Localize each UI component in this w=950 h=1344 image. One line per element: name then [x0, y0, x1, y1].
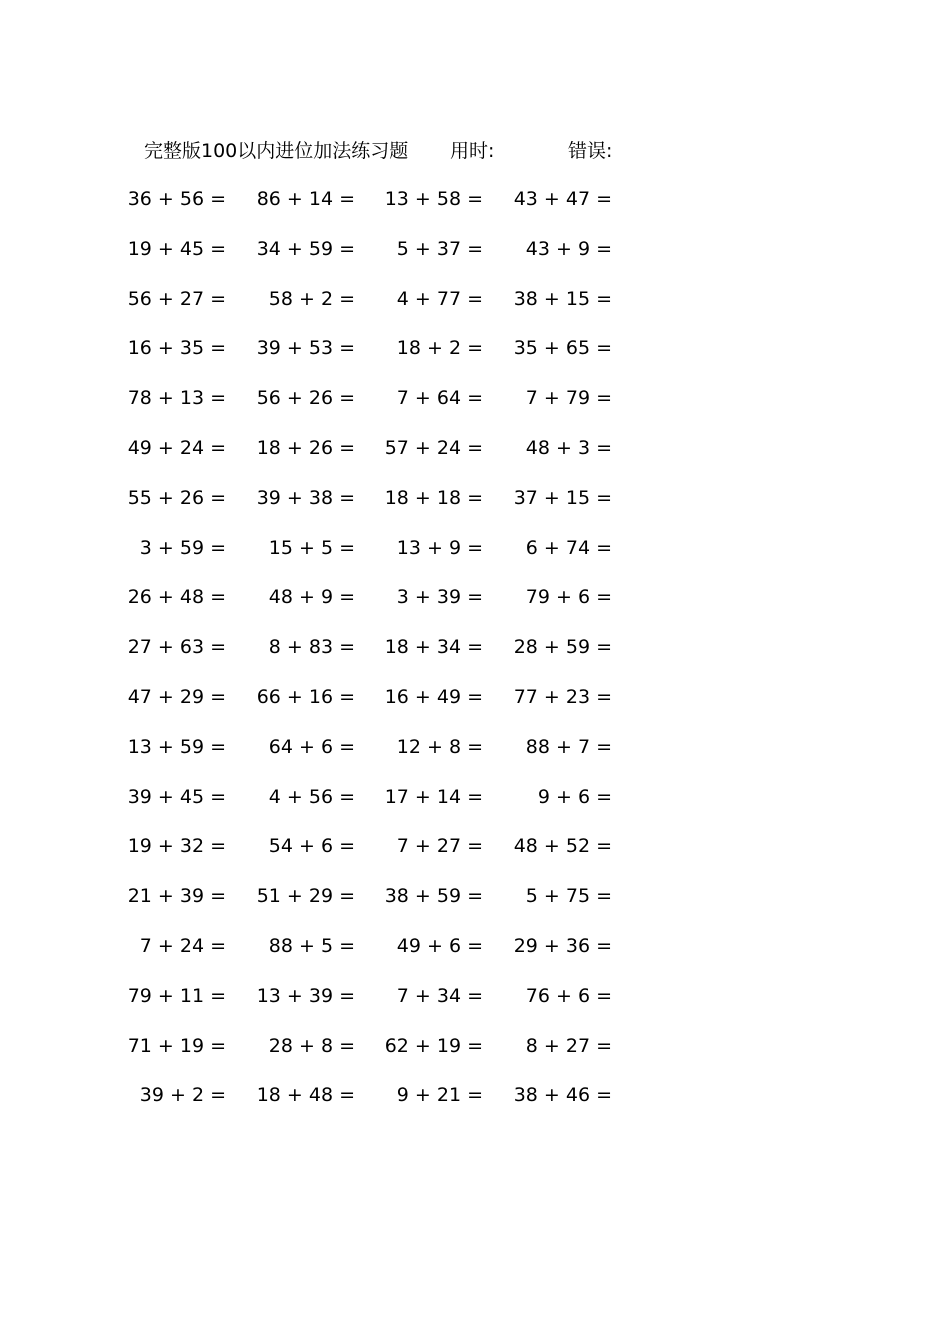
problem-r16-c2: 88 + 5 =	[268, 935, 355, 957]
problem-r17-c4: 76 + 6 =	[525, 984, 612, 1007]
problem-r10-c4: 28 + 59 =	[513, 636, 612, 659]
problem-r2-c1: 19 + 45 =	[127, 237, 226, 260]
problem-r5-c3: 7 + 64 =	[396, 387, 483, 410]
problem-r9-c2: 48 + 9 =	[268, 586, 355, 609]
problem-r1-c4: 43 + 47 =	[513, 188, 612, 210]
problem-r7-c1: 55 + 26 =	[127, 486, 226, 509]
problem-r14-c3: 7 + 27 =	[396, 835, 483, 858]
problem-r5-c4: 7 + 79 =	[525, 387, 612, 410]
problem-r13-c3: 17 + 14 =	[384, 785, 483, 808]
problem-r9-c4: 79 + 6 =	[525, 586, 612, 609]
problem-r1-c2: 86 + 14 =	[256, 188, 355, 210]
problem-r13-c2: 4 + 56 =	[268, 785, 355, 808]
problem-r3-c3: 4 + 77 =	[396, 287, 483, 310]
problem-r6-c4: 48 + 3 =	[525, 437, 612, 459]
time-used-label: 用时:	[450, 140, 495, 162]
problem-r9-c1: 26 + 48 =	[127, 586, 226, 609]
problem-r18-c1: 71 + 19 =	[127, 1034, 226, 1057]
problem-r19-c4: 38 + 46 =	[513, 1084, 612, 1107]
problem-r3-c2: 58 + 2 =	[268, 287, 355, 310]
problem-r9-c3: 3 + 39 =	[396, 586, 483, 609]
problem-r13-c1: 39 + 45 =	[127, 785, 226, 808]
problem-r12-c3: 12 + 8 =	[396, 735, 483, 758]
problem-r12-c2: 64 + 6 =	[268, 735, 355, 758]
problem-r2-c2: 34 + 59 =	[256, 237, 355, 260]
problem-r11-c3: 16 + 49 =	[384, 686, 483, 708]
problem-r15-c1: 21 + 39 =	[127, 885, 226, 908]
problem-r8-c1: 3 + 59 =	[139, 536, 226, 559]
problem-r4-c3: 18 + 2 =	[396, 337, 483, 360]
problem-r18-c3: 62 + 19 =	[384, 1034, 483, 1057]
problem-r7-c3: 18 + 18 =	[384, 486, 483, 509]
problem-r1-c3: 13 + 58 =	[384, 188, 483, 210]
problem-r10-c1: 27 + 63 =	[127, 636, 226, 659]
problem-r10-c2: 8 + 83 =	[268, 636, 355, 659]
problem-r16-c1: 7 + 24 =	[139, 935, 226, 957]
problem-r6-c3: 57 + 24 =	[384, 437, 483, 459]
error-count-label: 错误:	[568, 140, 613, 162]
problem-r12-c4: 88 + 7 =	[525, 735, 612, 758]
problem-r18-c2: 28 + 8 =	[268, 1034, 355, 1057]
problem-r19-c1: 39 + 2 =	[139, 1084, 226, 1107]
problem-r8-c2: 15 + 5 =	[268, 536, 355, 559]
problem-r2-c3: 5 + 37 =	[396, 237, 483, 260]
problem-r4-c2: 39 + 53 =	[256, 337, 355, 360]
problem-r17-c2: 13 + 39 =	[256, 984, 355, 1007]
problem-r16-c4: 29 + 36 =	[513, 935, 612, 957]
problem-r10-c3: 18 + 34 =	[384, 636, 483, 659]
worksheet-title: 完整版100以内进位加法练习题	[144, 140, 409, 162]
problem-r13-c4: 9 + 6 =	[537, 785, 612, 808]
problem-r11-c2: 66 + 16 =	[256, 686, 355, 708]
problem-r12-c1: 13 + 59 =	[127, 735, 226, 758]
problem-r14-c1: 19 + 32 =	[127, 835, 226, 858]
problem-r2-c4: 43 + 9 =	[525, 237, 612, 260]
problem-r8-c4: 6 + 74 =	[525, 536, 612, 559]
problem-r17-c1: 79 + 11 =	[127, 984, 226, 1007]
problem-r16-c3: 49 + 6 =	[396, 935, 483, 957]
problem-r3-c1: 56 + 27 =	[127, 287, 226, 310]
problem-r19-c2: 18 + 48 =	[256, 1084, 355, 1107]
problem-r14-c4: 48 + 52 =	[513, 835, 612, 858]
problem-r8-c3: 13 + 9 =	[396, 536, 483, 559]
problem-r5-c1: 78 + 13 =	[127, 387, 226, 410]
problem-r17-c3: 7 + 34 =	[396, 984, 483, 1007]
problem-r18-c4: 8 + 27 =	[525, 1034, 612, 1057]
problem-r11-c1: 47 + 29 =	[127, 686, 226, 708]
problem-r4-c1: 16 + 35 =	[127, 337, 226, 360]
problem-r3-c4: 38 + 15 =	[513, 287, 612, 310]
problem-r19-c3: 9 + 21 =	[396, 1084, 483, 1107]
problem-r15-c3: 38 + 59 =	[384, 885, 483, 908]
problem-r4-c4: 35 + 65 =	[513, 337, 612, 360]
problem-r7-c4: 37 + 15 =	[513, 486, 612, 509]
problem-r6-c2: 18 + 26 =	[256, 437, 355, 459]
problem-r15-c4: 5 + 75 =	[525, 885, 612, 908]
problem-r15-c2: 51 + 29 =	[256, 885, 355, 908]
problem-r5-c2: 56 + 26 =	[256, 387, 355, 410]
problem-r6-c1: 49 + 24 =	[127, 437, 226, 459]
problem-r11-c4: 77 + 23 =	[513, 686, 612, 708]
problem-r14-c2: 54 + 6 =	[268, 835, 355, 858]
problem-r1-c1: 36 + 56 =	[127, 188, 226, 210]
problem-r7-c2: 39 + 38 =	[256, 486, 355, 509]
